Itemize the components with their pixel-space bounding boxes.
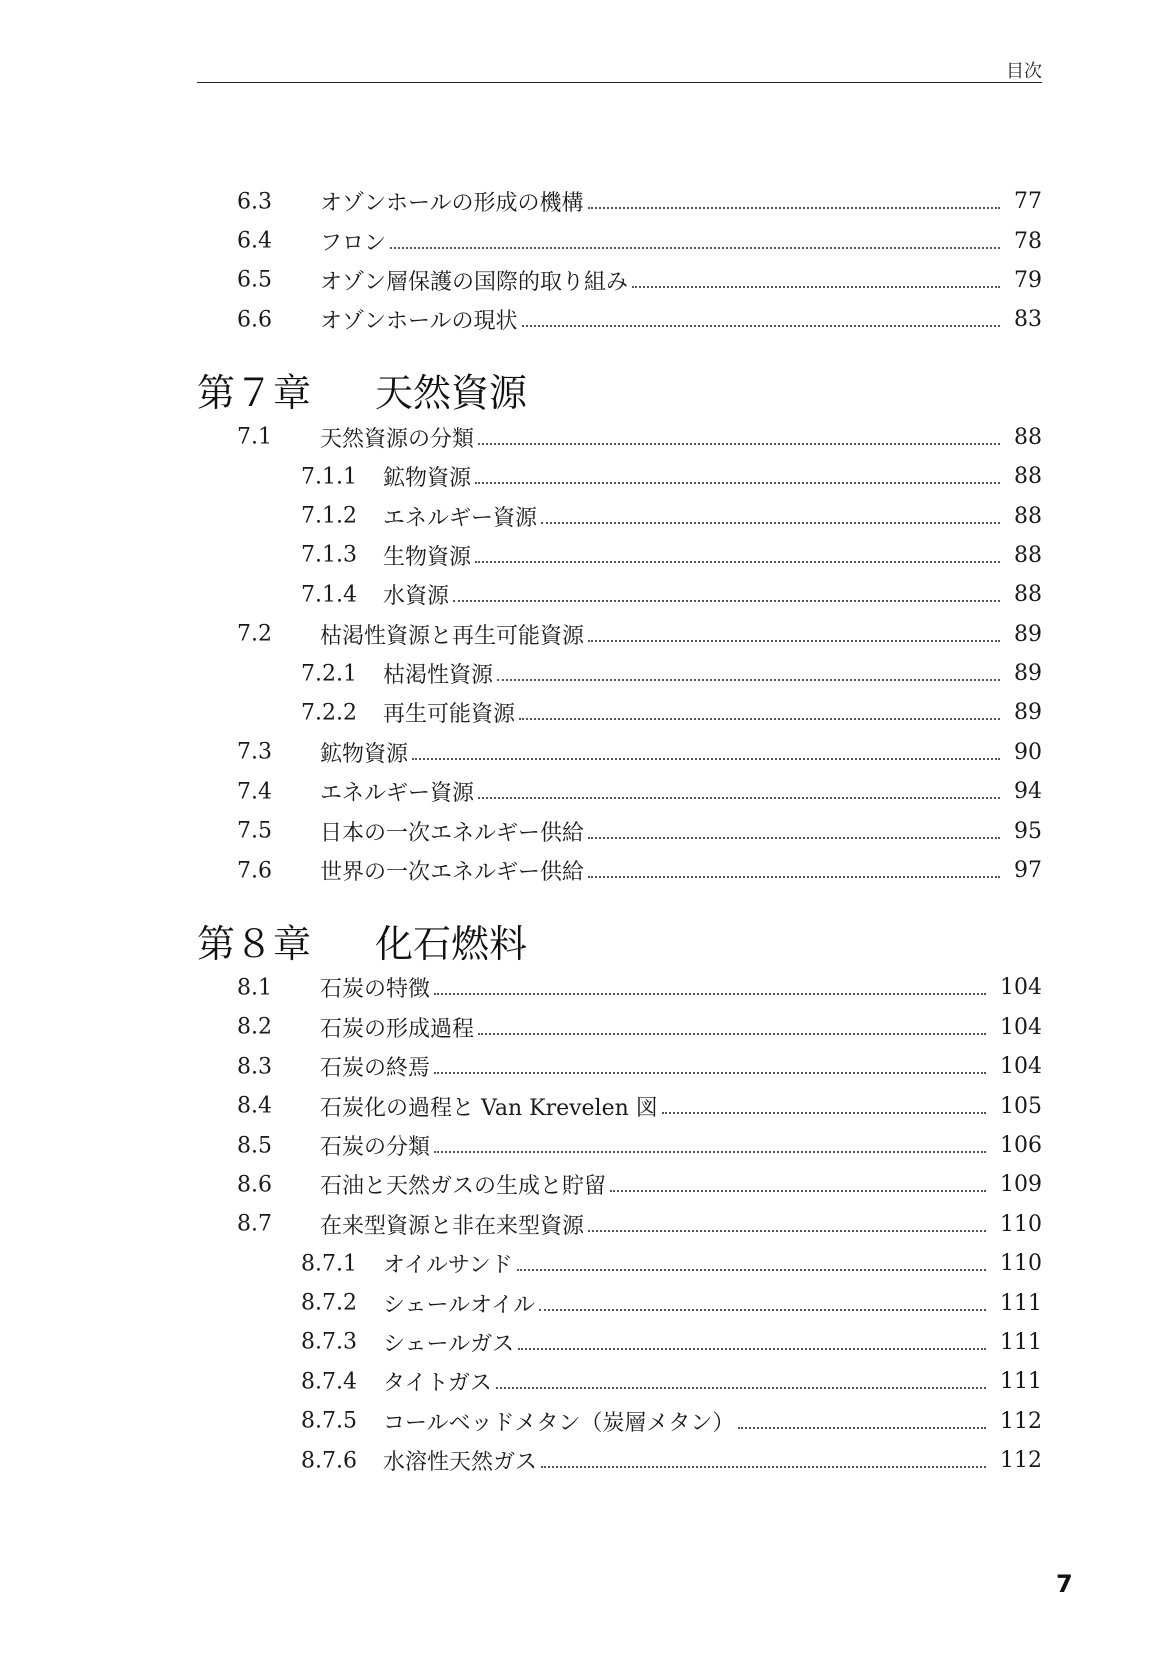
toc-entry[interactable] <box>197 1047 1042 1086</box>
toc-entry-number: 7.1 <box>237 424 272 450</box>
toc-entry-title: オゾンホールの現状 <box>320 309 518 335</box>
running-header <box>197 50 1042 83</box>
toc-entry-page: 89 <box>1014 700 1042 726</box>
toc-entry[interactable] <box>197 968 1042 1007</box>
toc-entry-line <box>383 457 1042 496</box>
dot-leader <box>478 796 1000 799</box>
toc-entry-title: 枯渇性資源 <box>383 663 494 689</box>
toc-entry-line <box>383 654 1042 693</box>
toc-entry-line <box>383 1283 1042 1322</box>
toc-entry-line <box>320 1205 1042 1244</box>
toc-entry-page: 88 <box>1014 582 1042 608</box>
dot-leader <box>588 1229 986 1232</box>
toc-entry-title: エネルギー資源 <box>383 505 538 531</box>
toc-entry[interactable] <box>197 496 1042 535</box>
toc-entry-line <box>320 811 1042 850</box>
dot-leader <box>522 324 1000 327</box>
toc-entry-title: 水資源 <box>383 584 450 610</box>
toc-entry-title: シェールガス <box>383 1331 515 1357</box>
toc-entry[interactable] <box>197 733 1042 772</box>
toc-entry-number: 7.1.1 <box>301 464 357 490</box>
toc-entry-page: 89 <box>1014 621 1042 647</box>
toc-entry-line <box>320 772 1042 811</box>
chapter-label: 第８章 <box>197 921 312 966</box>
toc-entry-title: 石油と天然ガスの生成と貯留 <box>320 1174 607 1200</box>
toc-entry[interactable] <box>197 772 1042 811</box>
toc-entry-number: 7.2 <box>237 621 272 647</box>
toc-entry-line <box>320 182 1042 221</box>
dot-leader <box>662 1111 986 1114</box>
dot-leader <box>475 481 1000 484</box>
dot-leader <box>434 1150 986 1153</box>
toc-entry[interactable] <box>197 1323 1042 1362</box>
toc-entry-line <box>383 1402 1042 1441</box>
toc-entry-page: 88 <box>1014 424 1042 450</box>
toc-entry-title: 在来型資源と非在来型資源 <box>320 1213 585 1239</box>
dot-leader <box>541 1465 986 1468</box>
toc-entry[interactable] <box>197 851 1042 890</box>
toc-entry-line <box>320 300 1042 339</box>
toc-entry-page: 104 <box>1000 1014 1042 1040</box>
toc-entry-title: エネルギー資源 <box>320 781 475 807</box>
toc-entry-page: 111 <box>1000 1290 1042 1316</box>
chapter-title: 天然資源 <box>375 371 528 416</box>
running-header-title: 目次 <box>1006 61 1042 82</box>
toc-entry-line <box>383 536 1042 575</box>
toc-entry-title: 石炭の形成過程 <box>320 1016 475 1042</box>
toc-entry-number: 8.7 <box>237 1211 272 1237</box>
toc-entry-line <box>320 1126 1042 1165</box>
toc-entry-title: 鉱物資源 <box>320 741 409 767</box>
toc-entry-title: オゾン層保護の国際的取り組み <box>320 269 629 295</box>
toc-entry-page: 90 <box>1014 739 1042 765</box>
toc-entry-number: 7.6 <box>237 858 272 884</box>
toc-entry-number: 8.7.3 <box>301 1329 357 1355</box>
toc-entry-page: 105 <box>1000 1093 1042 1119</box>
toc-entry[interactable] <box>197 654 1042 693</box>
dot-leader <box>519 717 1000 720</box>
toc-entry-title: 枯渇性資源と再生可能資源 <box>320 623 585 649</box>
toc-entry[interactable] <box>197 575 1042 614</box>
toc-entry-number: 7.4 <box>237 779 272 805</box>
toc-entry[interactable] <box>197 536 1042 575</box>
toc-entry-title: タイトガス <box>383 1371 492 1397</box>
page-number: 7 <box>1056 1570 1073 1598</box>
dot-leader <box>496 1386 986 1389</box>
chapter-title: 化石燃料 <box>375 921 528 966</box>
dot-leader <box>434 1071 986 1074</box>
toc-entry[interactable] <box>197 693 1042 732</box>
toc-entry-number: 6.3 <box>237 189 272 215</box>
toc-entry-number: 8.7.1 <box>301 1251 357 1277</box>
toc-entry[interactable] <box>197 182 1042 221</box>
toc-entry-number: 8.7.5 <box>301 1408 357 1434</box>
toc-entry-title: 日本の一次エネルギー供給 <box>320 820 585 846</box>
toc-entry-title: 石炭の特徴 <box>320 977 431 1003</box>
toc-entry-line <box>320 261 1042 300</box>
toc-entry-line <box>383 1244 1042 1283</box>
dot-leader <box>588 836 1000 839</box>
toc-entry[interactable] <box>197 1362 1042 1401</box>
dot-leader <box>610 1189 986 1192</box>
dot-leader <box>632 285 1000 288</box>
toc-entry[interactable] <box>197 1165 1042 1204</box>
toc-entry-page: 95 <box>1014 818 1042 844</box>
toc-entry[interactable] <box>197 1126 1042 1165</box>
toc-entry-number: 8.1 <box>237 975 272 1001</box>
toc-entry[interactable] <box>197 1086 1042 1125</box>
toc-entry-page: 97 <box>1014 858 1042 884</box>
dot-leader <box>541 521 1000 524</box>
table-of-contents <box>197 182 1042 1480</box>
toc-entry-title: 鉱物資源 <box>383 466 472 492</box>
toc-entry-page: 104 <box>1000 1054 1042 1080</box>
toc-entry-title: 世界の一次エネルギー供給 <box>320 860 585 886</box>
toc-entry-line <box>320 851 1042 890</box>
toc-entry-number: 7.5 <box>237 818 272 844</box>
toc-entry-page: 109 <box>1000 1172 1042 1198</box>
toc-entry-number: 8.3 <box>237 1054 272 1080</box>
toc-entry-title: 石炭化の過程と Van Krevelen 図 <box>320 1095 658 1121</box>
toc-entry-line <box>320 733 1042 772</box>
toc-entry-line <box>320 1165 1042 1204</box>
toc-entry-page: 94 <box>1014 779 1042 805</box>
toc-entry-title: フロン <box>320 230 387 256</box>
toc-entry-page: 111 <box>1000 1369 1042 1395</box>
chapter-heading[interactable] <box>197 912 1042 968</box>
dot-leader <box>539 1308 986 1311</box>
toc-entry-number: 7.2.2 <box>301 700 357 726</box>
dot-leader <box>518 1347 986 1350</box>
toc-entry[interactable] <box>197 457 1042 496</box>
toc-entry-title: シェールオイル <box>383 1292 536 1318</box>
toc-entry-page: 112 <box>1000 1448 1042 1474</box>
toc-entry-line <box>320 1008 1042 1047</box>
toc-entry-line <box>320 221 1042 260</box>
toc-entry-number: 8.5 <box>237 1133 272 1158</box>
toc-entry-number: 6.5 <box>237 267 272 293</box>
toc-entry[interactable] <box>197 1441 1042 1480</box>
toc-entry-page: 88 <box>1014 464 1042 490</box>
toc-entry-title: 再生可能資源 <box>383 702 516 728</box>
toc-entry-number: 8.6 <box>237 1172 272 1198</box>
dot-leader <box>588 206 1000 209</box>
toc-entry[interactable] <box>197 811 1042 850</box>
dot-leader <box>588 875 1000 878</box>
toc-entry-line <box>383 693 1042 732</box>
toc-entry-title: オゾンホールの形成の機構 <box>320 191 584 217</box>
dot-leader <box>497 678 1000 681</box>
toc-entry-title: 天然資源の分類 <box>320 426 475 452</box>
toc-entry-number: 8.4 <box>237 1093 272 1119</box>
toc-entry-title: 石炭の終焉 <box>320 1056 431 1082</box>
toc-entry-number: 7.2.1 <box>301 661 357 687</box>
toc-entry-line <box>383 1441 1042 1480</box>
toc-entry[interactable] <box>197 1008 1042 1047</box>
dot-leader <box>478 1032 986 1035</box>
chapter-label: 第７章 <box>197 371 312 416</box>
toc-entry-line <box>383 496 1042 535</box>
toc-entry-line <box>320 1086 1042 1125</box>
toc-entry-number: 6.6 <box>237 307 272 333</box>
dot-leader <box>390 246 1000 249</box>
toc-entry-page: 89 <box>1014 661 1042 687</box>
dot-leader <box>412 757 1000 760</box>
toc-entry-page: 110 <box>1000 1211 1042 1237</box>
toc-entry-title: 石炭の分類 <box>320 1135 431 1160</box>
toc-entry[interactable] <box>197 615 1042 654</box>
dot-leader <box>475 560 1000 563</box>
toc-entry-line <box>383 1362 1042 1401</box>
toc-entry-page: 104 <box>1000 975 1042 1001</box>
toc-entry-number: 7.3 <box>237 739 272 765</box>
toc-entry-page: 83 <box>1014 307 1042 333</box>
toc-entry-line <box>320 615 1042 654</box>
toc-entry[interactable] <box>197 1205 1042 1244</box>
toc-entry-title: オイルサンド <box>383 1253 513 1279</box>
toc-entry-title: コールベッドメタン（炭層メタン） <box>383 1410 735 1436</box>
toc-entry[interactable] <box>197 261 1042 300</box>
toc-entry-page: 88 <box>1014 503 1042 529</box>
toc-entry-line <box>320 1047 1042 1086</box>
toc-entry-page: 106 <box>1000 1133 1042 1158</box>
toc-entry-number: 8.2 <box>237 1014 272 1040</box>
toc-entry-title: 水溶性天然ガス <box>383 1450 538 1476</box>
toc-entry[interactable] <box>197 1402 1042 1441</box>
chapter-heading[interactable] <box>197 362 1042 418</box>
toc-entry-line <box>383 575 1042 614</box>
toc-entry[interactable] <box>197 1244 1042 1283</box>
toc-entry[interactable] <box>197 418 1042 457</box>
toc-entry-page: 110 <box>1000 1251 1042 1277</box>
dot-leader <box>478 442 1000 445</box>
toc-entry[interactable] <box>197 221 1042 260</box>
toc-entry-number: 7.1.3 <box>301 542 357 568</box>
toc-entry-page: 78 <box>1014 228 1042 254</box>
toc-entry-line <box>320 418 1042 457</box>
dot-leader <box>517 1268 986 1271</box>
toc-entry-title: 生物資源 <box>383 544 472 570</box>
dot-leader <box>453 599 1000 602</box>
toc-entry-number: 7.1.2 <box>301 503 357 529</box>
toc-entry[interactable] <box>197 300 1042 339</box>
toc-entry-page: 79 <box>1014 267 1042 293</box>
dot-leader <box>588 639 1000 642</box>
toc-entry-page: 111 <box>1000 1329 1042 1355</box>
toc-entry[interactable] <box>197 1283 1042 1322</box>
toc-entry-number: 6.4 <box>237 228 272 254</box>
toc-entry-number: 7.1.4 <box>301 582 357 608</box>
toc-entry-page: 88 <box>1014 542 1042 568</box>
dot-leader <box>434 992 986 995</box>
toc-entry-line <box>383 1323 1042 1362</box>
dot-leader <box>738 1426 986 1429</box>
toc-entry-page: 77 <box>1014 189 1042 215</box>
toc-entry-line <box>320 968 1042 1007</box>
toc-entry-number: 8.7.2 <box>301 1290 357 1316</box>
toc-entry-page: 112 <box>1000 1408 1042 1434</box>
toc-entry-number: 8.7.4 <box>301 1369 357 1395</box>
toc-entry-number: 8.7.6 <box>301 1448 357 1474</box>
